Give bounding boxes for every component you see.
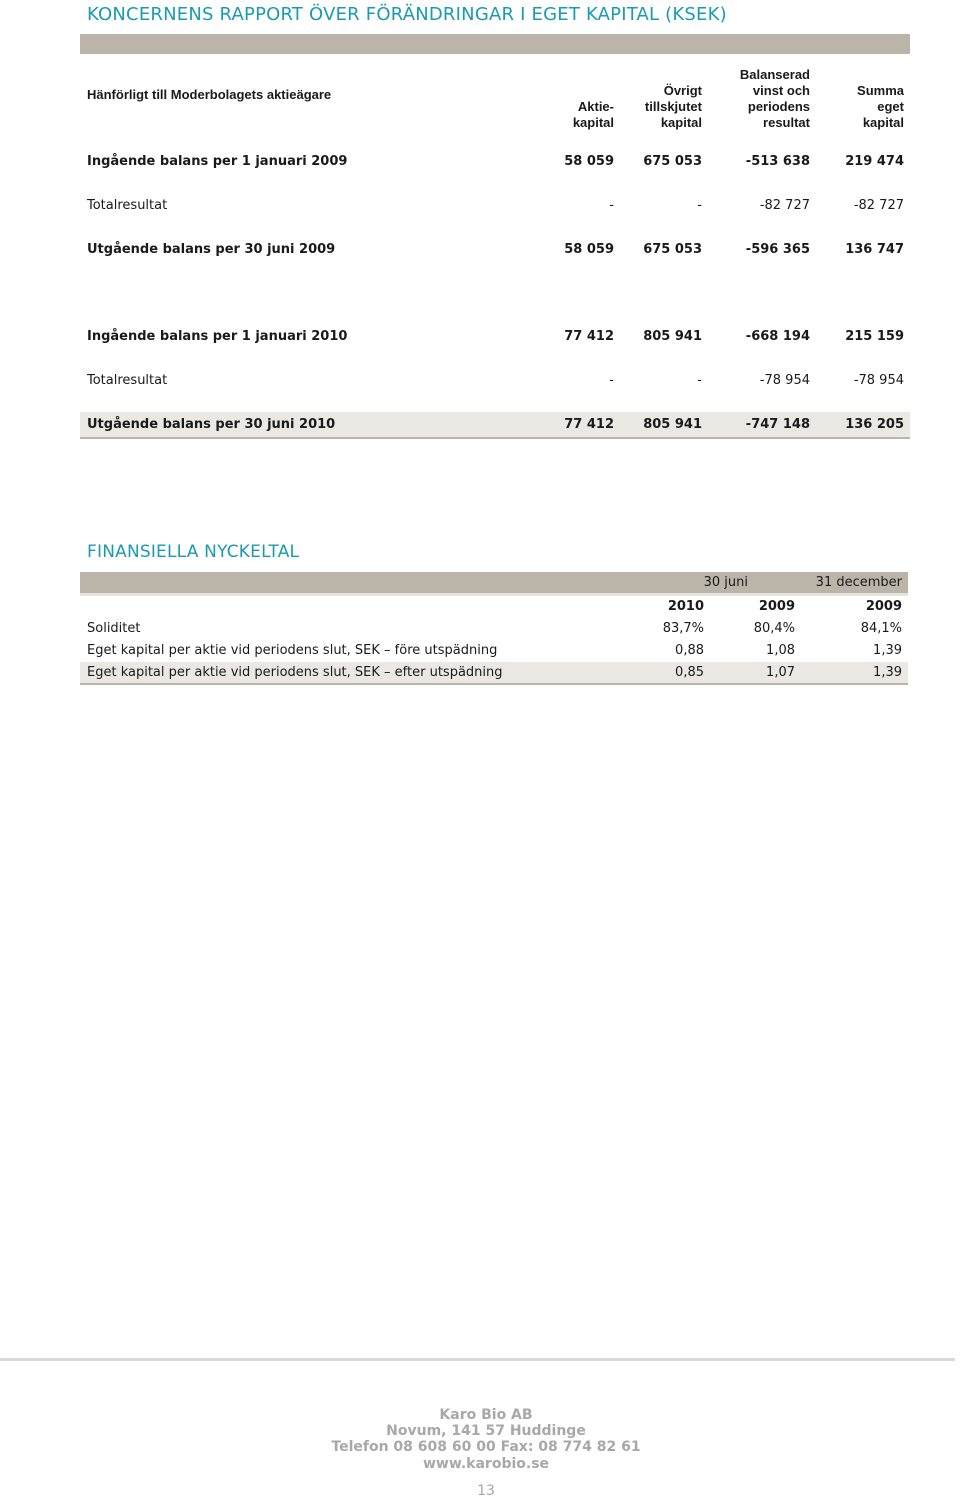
row-label: Utgående balans per 30 juni 2009 <box>87 242 336 257</box>
column-header-balanserad-vinst: Balanserad vinst och periodens resultat <box>739 67 810 130</box>
table-row <box>80 618 908 640</box>
row-label: Totalresultat <box>87 198 168 213</box>
table-row <box>80 640 908 662</box>
cell: - <box>609 373 614 388</box>
ratios-title: FINANSIELLA NYCKELTAL <box>87 542 300 562</box>
table-row <box>80 149 910 174</box>
cell: 136 747 <box>845 242 904 257</box>
cell: 58 059 <box>564 242 614 257</box>
table-row <box>80 662 908 685</box>
cell: - <box>609 198 614 213</box>
cell: -82 727 <box>853 198 904 213</box>
footer-address: Novum, 141 57 Huddinge <box>386 1423 586 1439</box>
cell: 219 474 <box>845 154 904 169</box>
group-header-30-juni: 30 juni <box>703 575 748 590</box>
row-label: Utgående balans per 30 juni 2010 <box>87 417 336 432</box>
table-row <box>80 324 910 349</box>
row-label: Ingående balans per 1 januari 2010 <box>87 329 348 344</box>
year-header: 2010 <box>667 599 704 614</box>
cell: 675 053 <box>643 242 702 257</box>
cell: 83,7% <box>662 621 704 636</box>
cell: 58 059 <box>564 154 614 169</box>
footer-company: Karo Bio AB <box>439 1407 533 1423</box>
cell: -668 194 <box>745 329 810 344</box>
row-label: Ingående balans per 1 januari 2009 <box>87 154 348 169</box>
cell: 77 412 <box>564 417 614 432</box>
year-header: 2009 <box>758 599 795 614</box>
row-label: Totalresultat <box>87 373 168 388</box>
cell: 675 053 <box>643 154 702 169</box>
row-label: Soliditet <box>87 621 141 636</box>
page-number: 13 <box>477 1483 495 1499</box>
cell: -82 727 <box>759 198 810 213</box>
cell: 136 205 <box>845 417 904 432</box>
column-header-ovrigt-tillskjutet: Övrigt tillskjutet kapital <box>644 83 702 130</box>
cell: 1,07 <box>766 665 795 680</box>
equity-header <box>80 59 910 131</box>
table-row <box>80 412 910 439</box>
cell: - <box>697 198 702 213</box>
cell: -596 365 <box>745 242 810 257</box>
group-header-31-december: 31 december <box>815 575 902 590</box>
cell: 1,39 <box>873 665 902 680</box>
table-row <box>80 193 910 218</box>
year-header: 2009 <box>865 599 902 614</box>
cell: 84,1% <box>860 621 902 636</box>
cell: 1,39 <box>873 643 902 658</box>
cell: 0,88 <box>675 643 704 658</box>
equity-title: KONCERNENS RAPPORT ÖVER FÖRÄNDRINGAR I EGET KAPITAL (KSEK) <box>87 4 727 25</box>
cell: 80,4% <box>753 621 795 636</box>
table-row <box>80 368 910 393</box>
cell: -78 954 <box>853 373 904 388</box>
header-label: Hänförligt till Moderbolagets aktieägare <box>87 87 332 102</box>
cell: 1,08 <box>766 643 795 658</box>
table-row <box>80 237 910 262</box>
year-header-row <box>80 596 908 618</box>
cell: - <box>697 373 702 388</box>
column-header-aktiekapital: Aktie- kapital <box>572 99 614 130</box>
column-header-summa: Summa eget kapital <box>857 83 904 130</box>
cell: -513 638 <box>745 154 810 169</box>
cell: 805 941 <box>643 329 702 344</box>
footer-phone: Telefon 08 608 60 00 Fax: 08 774 82 61 <box>331 1439 641 1455</box>
footer-web: www.karobio.se <box>422 1456 550 1472</box>
footer-divider <box>0 1358 955 1361</box>
cell: -78 954 <box>759 373 810 388</box>
cell: 0,85 <box>675 665 704 680</box>
row-label: Eget kapital per aktie vid periodens slut, SEK – före utspädning <box>87 643 498 658</box>
cell: -747 148 <box>745 417 810 432</box>
header-band <box>80 34 910 54</box>
row-label: Eget kapital per aktie vid periodens slut, SEK – efter utspädning <box>87 665 503 680</box>
cell: 805 941 <box>643 417 702 432</box>
ratios-header-band <box>80 572 908 593</box>
cell: 215 159 <box>845 329 904 344</box>
cell: 77 412 <box>564 329 614 344</box>
